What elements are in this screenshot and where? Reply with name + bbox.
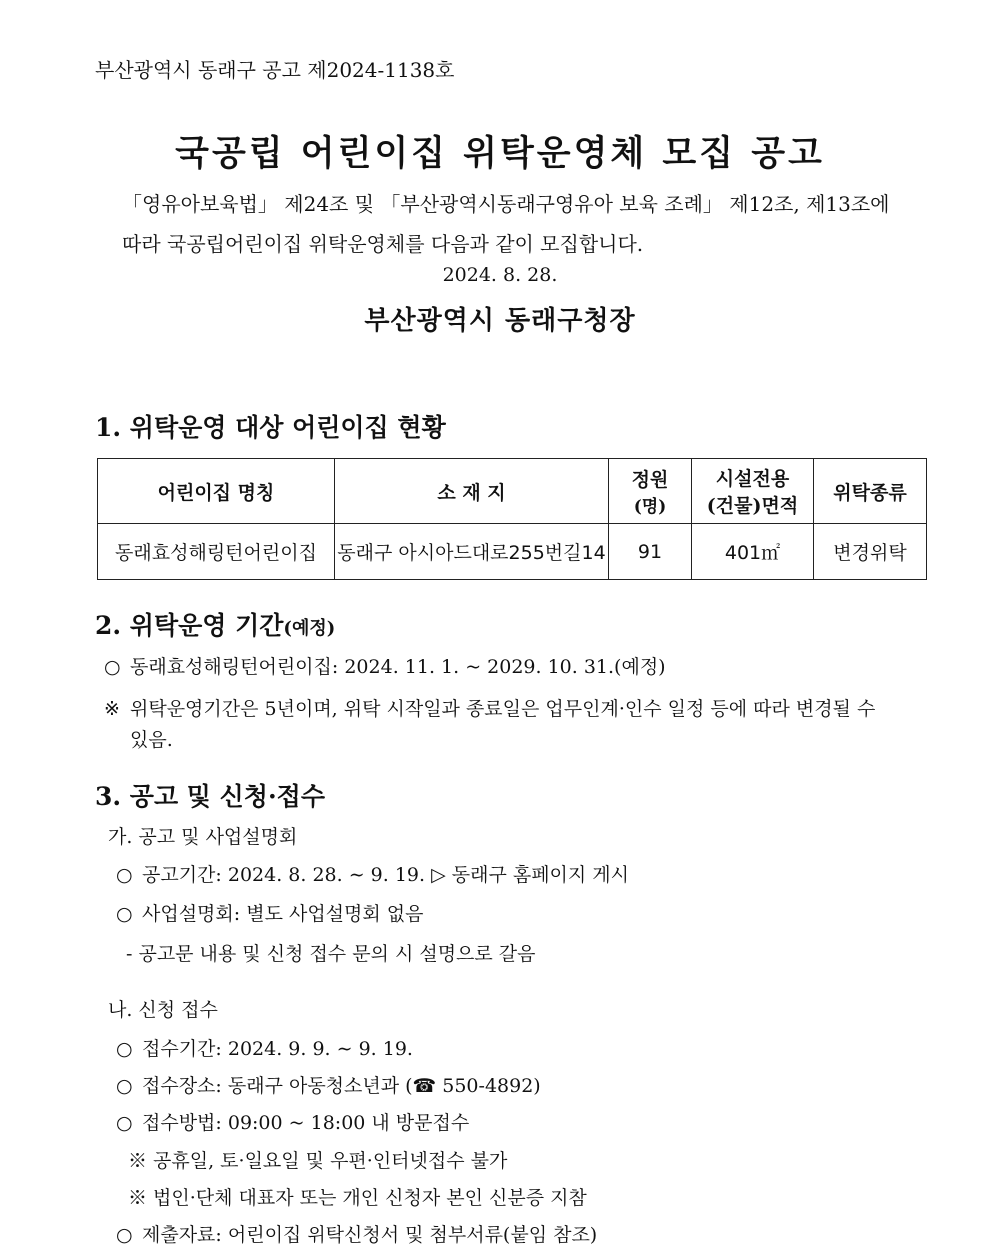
daycare-info-table xyxy=(97,458,927,580)
cell-location: 동래구 아시아드대로255번길14 xyxy=(335,524,609,580)
header-area xyxy=(692,459,814,524)
header-name: 어린이집 명칭 xyxy=(98,459,335,524)
issuer-name: 부산광역시 동래구청장 xyxy=(364,306,636,336)
sub-b-note-1: ※ 공휴일, 토·일요일 및 우편·인터넷접수 불가 xyxy=(128,1150,508,1172)
circle-marker: ○ xyxy=(116,864,133,886)
header-capacity-label: 정원 xyxy=(631,469,669,491)
section-1-heading: 1. 위탁운영 대상 어린이집 현황 xyxy=(95,413,446,442)
section-2-heading-text: 2. 위탁운영 기간 xyxy=(95,611,284,640)
sub-b-item-4 xyxy=(116,1220,597,1247)
phone-icon: ☎ xyxy=(412,1075,437,1097)
circle-marker: ○ xyxy=(116,1112,133,1134)
header-location: 소 재 지 xyxy=(335,459,609,524)
sub-b-item-4-text: 제출자료: 어린이집 위탁신청서 및 첨부서류(붙임 참조) xyxy=(142,1224,598,1246)
term-item-text: 동래효성해링턴어린이집: 2024. 11. 1. ~ 2029. 10. 31.(예정) xyxy=(130,656,666,678)
sub-b-item-3 xyxy=(116,1108,469,1135)
section-2-heading-suffix: (예정) xyxy=(283,618,336,639)
section-3-heading: 3. 공고 및 신청·접수 xyxy=(95,782,325,811)
term-note-text: 위탁운영기간은 5년이며, 위탁 시작일과 종료일은 업무인계·인수 일정 등에 따라 변경될 수 xyxy=(130,698,876,720)
circle-marker: ○ xyxy=(116,1224,133,1246)
header-area-line2: (건물)면적 xyxy=(706,495,799,517)
header-capacity-unit: (명) xyxy=(633,497,667,517)
table-row xyxy=(98,524,927,580)
header-area-line1: 시설전용 xyxy=(715,468,790,490)
section-2-heading xyxy=(95,606,335,642)
sub-b-item-1-text: 접수기간: 2024. 9. 9. ∼ 9. 19. xyxy=(142,1038,413,1060)
sub-b-item-2 xyxy=(116,1071,541,1098)
sub-a-item-1-text: 공고기간: 2024. 8. 28. ∼ 9. 19. ▷ 동래구 홈페이지 게시 xyxy=(142,864,630,886)
sub-b-item-3-text: 접수방법: 09:00 ~ 18:00 내 방문접수 xyxy=(142,1112,470,1134)
intro-line-2: 따라 국공립어린이집 위탁운영체를 다음과 같이 모집합니다. xyxy=(122,232,644,256)
sub-a-item-2 xyxy=(116,899,423,926)
table-header-row xyxy=(98,459,927,524)
circle-marker: ○ xyxy=(104,656,121,678)
intro-line-1: 「영유아보육법」 제24조 및 「부산광역시동래구영유아 보육 조례」 제12조, 제13조에 xyxy=(122,192,890,216)
sub-b-heading: 나. 신청 접수 xyxy=(108,999,218,1021)
circle-marker: ○ xyxy=(116,903,133,925)
sub-b-note-2: ※ 법인·단체 대표자 또는 개인 신청자 본인 신분증 지참 xyxy=(128,1187,587,1209)
header-capacity xyxy=(609,459,692,524)
term-item xyxy=(104,652,666,679)
cell-type: 변경위탁 xyxy=(814,524,927,580)
sub-a-dash-item: - 공고문 내용 및 신청 접수 문의 시 설명으로 갈음 xyxy=(126,943,536,965)
circle-marker: ○ xyxy=(116,1038,133,1060)
circle-marker: ○ xyxy=(116,1075,133,1097)
notice-date: 2024. 8. 28. xyxy=(442,264,558,286)
page-title: 국공립 어린이집 위탁운영체 모집 공고 xyxy=(175,133,825,174)
notice-number: 부산광역시 동래구 공고 제2024-1138호 xyxy=(95,58,455,82)
sub-a-item-2-text: 사업설명회: 별도 사업설명회 없음 xyxy=(142,903,424,925)
cell-name: 동래효성해링턴어린이집 xyxy=(98,524,335,580)
note-marker: ※ xyxy=(104,698,120,720)
sub-b-item-2-prefix: 접수장소: 동래구 아동청소년과 ( xyxy=(142,1075,413,1097)
cell-area: 401㎡ xyxy=(692,524,814,580)
cell-capacity: 91 xyxy=(609,524,692,580)
sub-a-heading: 가. 공고 및 사업설명회 xyxy=(108,826,298,848)
sub-a-item-1 xyxy=(116,860,629,887)
sub-b-item-2-suffix: 550-4892) xyxy=(436,1075,541,1097)
term-note-line1 xyxy=(104,694,875,721)
sub-b-item-1 xyxy=(116,1034,413,1061)
header-type: 위탁종류 xyxy=(814,459,927,524)
term-note-line2: 있음. xyxy=(130,729,173,751)
